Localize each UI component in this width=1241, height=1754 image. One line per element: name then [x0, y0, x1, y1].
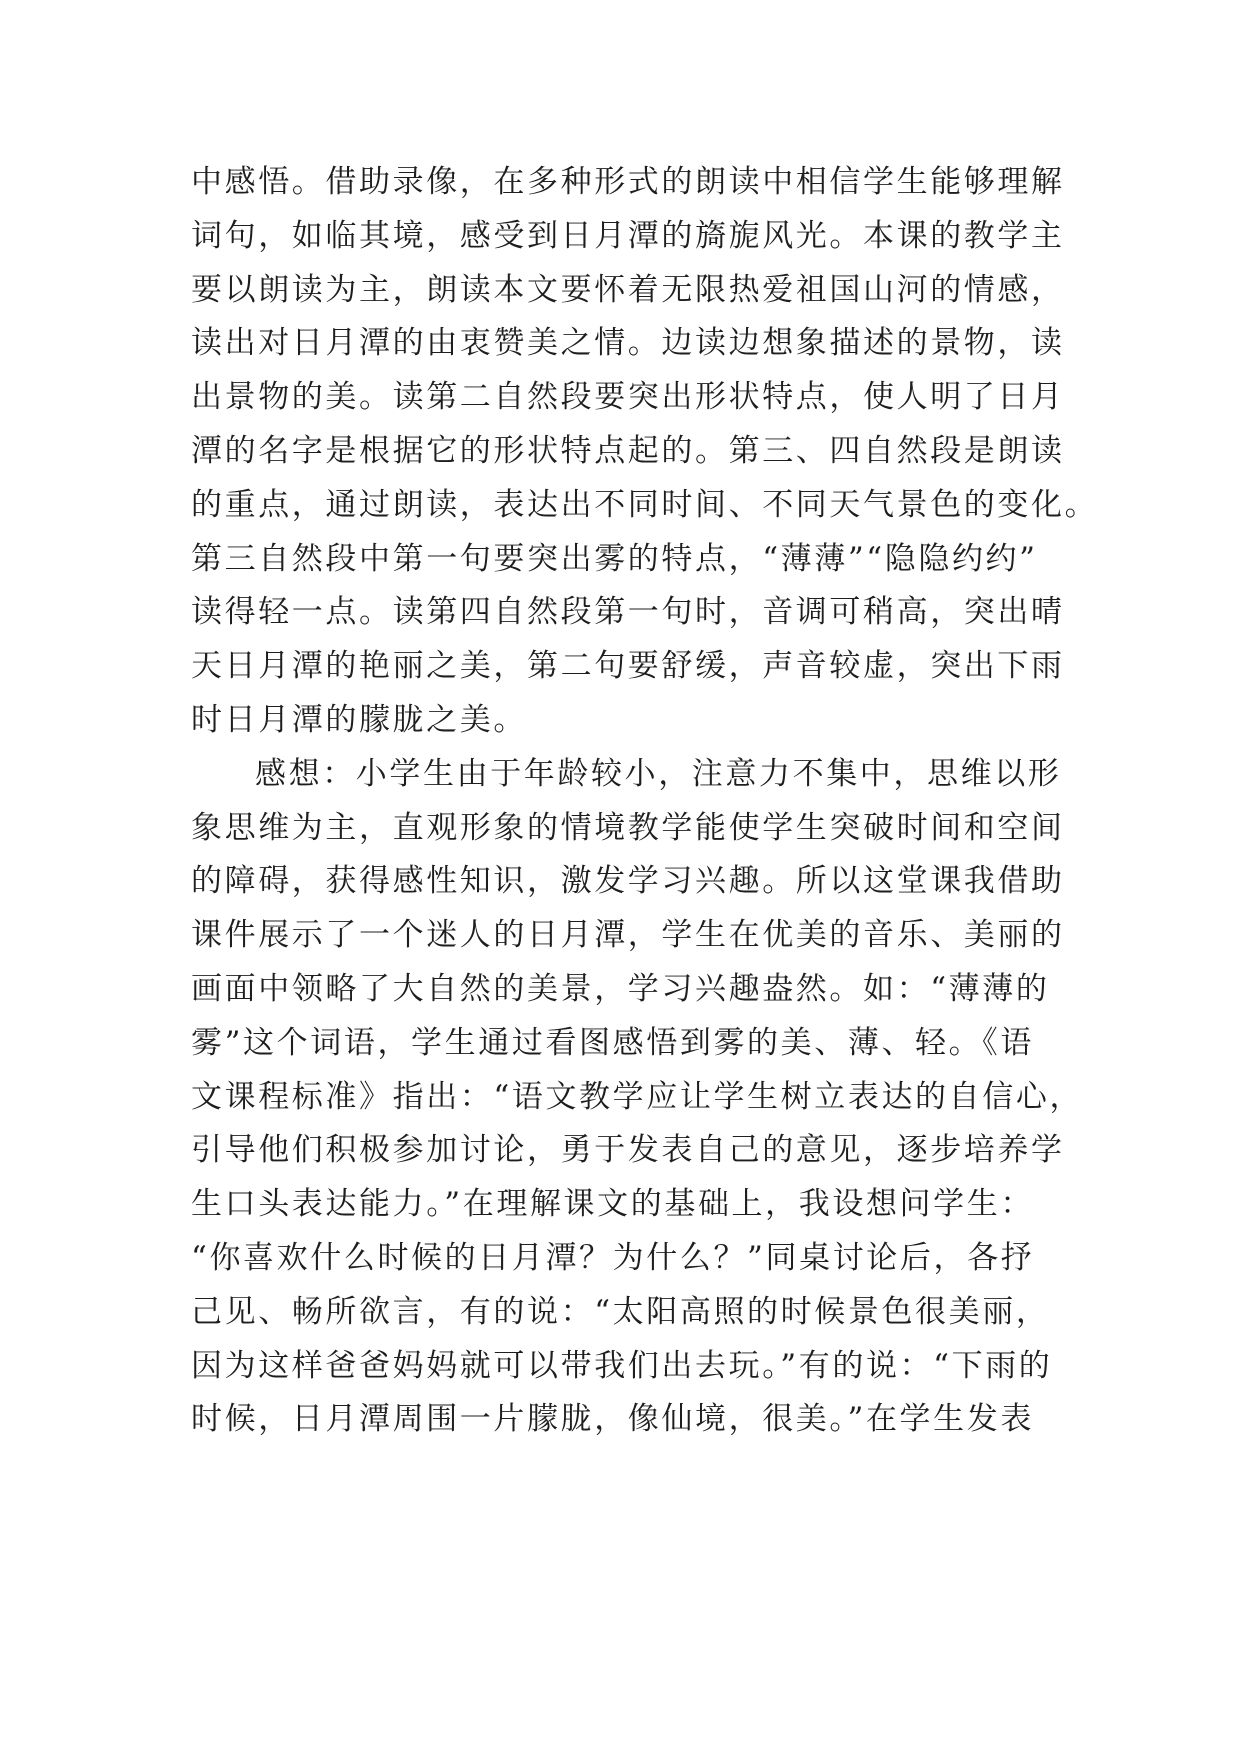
text-line: 己见、畅所欲言，有的说：“太阳高照的时候景色很美丽，: [191, 1293, 1050, 1330]
body-text: [191, 156, 1099, 1447]
text-line: 象思维为主，直观形象的情境教学能使学生突破时间和空间: [191, 809, 1065, 846]
text-line: 词句，如临其境，感受到日月潭的旖旎风光。本课的教学主: [191, 217, 1065, 254]
text-line: 引导他们积极参加讨论，勇于发表自己的意见，逐步培养学: [191, 1132, 1065, 1169]
text-line: 潭的名字是根据它的形状特点起的。第三、四自然段是朗读: [191, 432, 1065, 469]
text-line: 出景物的美。读第二自然段要突出形状特点，使人明了日月: [191, 379, 1065, 416]
text-line: 时候，日月潭周围一片朦胧，像仙境，很美。”在学生发表: [191, 1401, 1034, 1438]
text-line: 中感悟。借助录像，在多种形式的朗读中相信学生能够理解: [191, 164, 1065, 200]
text-line: 雾”这个词语，学生通过看图感悟到雾的美、薄、轻。《语: [191, 1024, 1034, 1061]
text-line: 课件展示了一个迷人的日月潭，学生在优美的音乐、美丽的: [191, 917, 1065, 954]
text-line: 的障碍，获得感性知识，激发学习兴趣。所以这堂课我借助: [191, 863, 1065, 900]
paragraph-first-line: 感想：小学生由于年龄较小，注意力不集中，思维以形: [255, 755, 1062, 792]
text-line: 生口头表达能力。”在理解课文的基础上，我设想问学生：: [191, 1186, 1034, 1223]
text-line: 读出对日月潭的由衷赞美之情。边读边想象描述的景物，读: [191, 325, 1065, 362]
text-line: “你喜欢什么时候的日月潭？为什么？”同桌讨论后，各抒: [191, 1239, 1035, 1276]
text-line: 要以朗读为主，朗读本文要怀着无限热爱祖国山河的情感，: [191, 271, 1065, 308]
text-line: 的重点，通过朗读，表达出不同时间、不同天气景色的变化。: [191, 486, 1099, 523]
text-line: 画面中领略了大自然的美景，学习兴趣盎然。如：“薄薄的: [191, 970, 1050, 1007]
text-line: 第三自然段中第一句要突出雾的特点，“薄薄”“隐隐约约”: [191, 540, 1038, 577]
text-line: 读得轻一点。读第四自然段第一句时，音调可稍高，突出晴: [191, 594, 1065, 631]
text-line: 时日月潭的朦胧之美。: [191, 701, 527, 738]
text-line: 文课程标准》指出：“语文教学应让学生树立表达的自信心，: [191, 1078, 1084, 1115]
text-line: 因为这样爸爸妈妈就可以带我们出去玩。”有的说：“下雨的: [191, 1347, 1053, 1384]
text-line: 天日月潭的艳丽之美，第二句要舒缓，声音较虚，突出下雨: [191, 648, 1065, 685]
